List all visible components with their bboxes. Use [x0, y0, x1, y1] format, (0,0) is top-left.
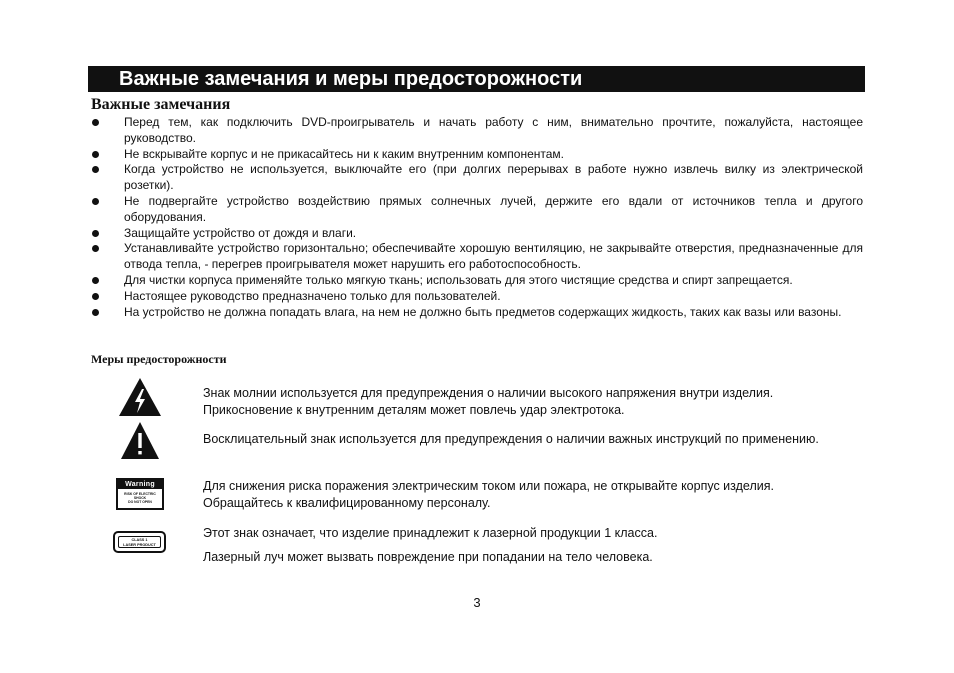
lightning-description: Знак молнии используется для предупреждения о наличии высокого напряжения внутри изделия. Прикосновение к внутренним деталям может повлечь удар электротока. — [203, 386, 774, 417]
important-notes-list — [91, 115, 863, 320]
laser-beam-warning: Лазерный луч может вызвать повреждение при попадании на тело человека. — [203, 550, 653, 564]
precautions-heading: Меры предосторожности — [91, 352, 227, 366]
note-item: Для чистки корпуса применяйте только мягкую ткань; использовать для этого чистящие средства и спирт запрещается. — [91, 273, 863, 289]
note-item: Устанавливайте устройство горизонтально; обеспечивайте хорошую вентиляцию, не закрывайте отверстия, предназначенные для отвода тепла, - перегрев проигрывателя может нарушить его работоспособность. — [91, 241, 863, 273]
laser-class-label-text: CLASS 1 LASER PRODUCT — [118, 536, 161, 548]
warning-description: Для снижения риска поражения электрическим током или пожара, не открывайте корпус изделия. Обращайтесь к квалифицированному персоналу. — [203, 479, 774, 510]
laser-class-label-icon — [113, 531, 166, 553]
warning-label-body: RISK OF ELECTRIC SHOCK DO NOT OPEN — [124, 492, 156, 505]
page-number: 3 — [473, 595, 481, 610]
warning-label-header: Warning — [118, 480, 162, 489]
note-item: Настоящее руководство предназначено только для пользователей. — [91, 289, 863, 305]
note-item: Не вскрывайте корпус и не прикасайтесь ни к каким внутренним компонентам. — [91, 147, 863, 163]
exclamation-description: Восклицательный знак используется для предупреждения о наличии важных инструкций по применению. — [203, 432, 819, 446]
warning-label-icon — [116, 478, 164, 510]
exclamation-warning-icon — [120, 421, 160, 460]
note-item: На устройство не должна попадать влага, на нем не должно быть предметов содержащих жидкость, таких как вазы или вазоны. — [91, 305, 863, 321]
note-item: Не подвергайте устройство воздействию прямых солнечных лучей, держите его вдали от источников тепла и другого оборудования. — [91, 194, 863, 226]
lightning-warning-icon — [118, 377, 162, 417]
important-notes-heading: Важные замечания — [91, 96, 231, 113]
note-item: Когда устройство не используется, выключайте его (при долгих перерывах в работе нужно извлечь вилку из электрической розетки). — [91, 162, 863, 194]
note-item: Перед тем, как подключить DVD-проигрыватель и начать работу с ним, внимательно прочтите, пожалуйста, настоящее руководство. — [91, 115, 863, 147]
page-title-banner: Важные замечания и меры предосторожности — [88, 66, 865, 92]
note-item: Защищайте устройство от дождя и влаги. — [91, 226, 863, 242]
laser-class-description: Этот знак означает, что изделие принадлежит к лазерной продукции 1 класса. — [203, 526, 658, 540]
